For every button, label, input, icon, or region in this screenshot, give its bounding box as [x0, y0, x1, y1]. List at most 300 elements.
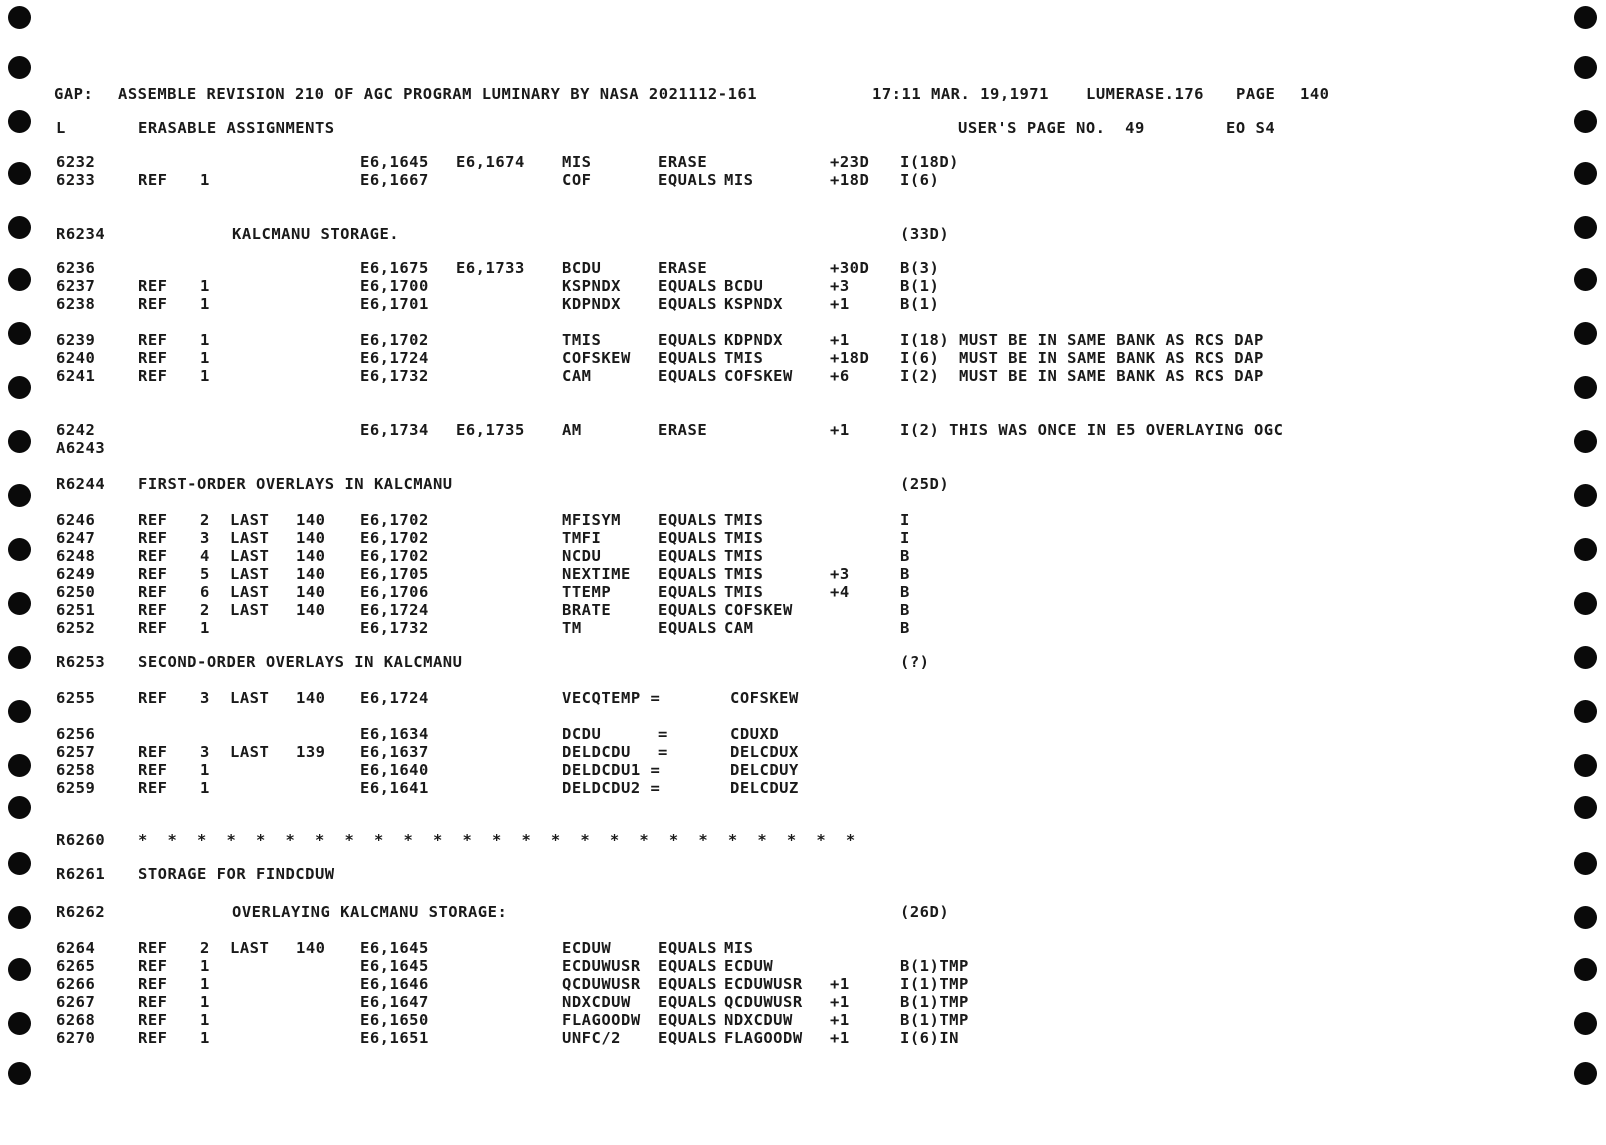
ref-label: REF — [138, 1029, 168, 1047]
operand: MIS — [724, 939, 754, 957]
operand: TMIS — [724, 565, 764, 583]
last-label: LAST — [230, 565, 270, 583]
comment: B — [900, 583, 910, 601]
line-number: 6246 — [56, 511, 96, 529]
operand: FLAGOODW — [724, 1029, 803, 1047]
ref-label: REF — [138, 601, 168, 619]
tractor-hole — [8, 700, 31, 723]
line-number: 6241 — [56, 367, 96, 385]
operand: TMIS — [724, 511, 764, 529]
equated-symbol: DELCDUX — [730, 743, 799, 761]
operation: EQUALS — [658, 295, 717, 313]
operand: TMIS — [724, 529, 764, 547]
ref-label: REF — [138, 367, 168, 385]
increment: +3 — [830, 277, 850, 295]
comment: I(18D) — [900, 153, 959, 171]
operation: EQUALS — [658, 331, 717, 349]
address-start: E6,1702 — [360, 331, 429, 349]
address-start: E6,1702 — [360, 511, 429, 529]
operand: BCDU — [724, 277, 764, 295]
address-start: E6,1724 — [360, 601, 429, 619]
tractor-hole — [1574, 110, 1597, 133]
line-number: 6250 — [56, 583, 96, 601]
ref-count: 1 — [200, 277, 210, 295]
operation: EQUALS — [658, 277, 717, 295]
tractor-hole — [8, 1062, 31, 1085]
line-number: 6236 — [56, 259, 96, 277]
address-start: E6,1701 — [360, 295, 429, 313]
tractor-hole — [1574, 376, 1597, 399]
increment: +6 — [830, 367, 850, 385]
tractor-hole — [1574, 162, 1597, 185]
address-start: E6,1724 — [360, 689, 429, 707]
section-heading: FIRST-ORDER OVERLAYS IN KALCMANU — [138, 475, 453, 493]
tractor-hole — [8, 322, 31, 345]
equated-symbol: DELCDUY — [730, 761, 799, 779]
tractor-hole — [8, 754, 31, 777]
header-prefix: GAP: — [54, 85, 94, 103]
operation: EQUALS — [658, 1029, 717, 1047]
tractor-hole — [8, 592, 31, 615]
address-start: E6,1650 — [360, 1011, 429, 1029]
address-start: E6,1640 — [360, 761, 429, 779]
address-start: E6,1651 — [360, 1029, 429, 1047]
listing-page — [48, 78, 1568, 1118]
operation: = — [658, 725, 668, 743]
symbol: QCDUWUSR — [562, 975, 641, 993]
line-number: 6265 — [56, 957, 96, 975]
tractor-hole — [8, 484, 31, 507]
address-start: E6,1705 — [360, 565, 429, 583]
tractor-hole — [8, 430, 31, 453]
comment: B(1)TMP — [900, 993, 969, 1011]
tractor-holes-right — [1574, 0, 1604, 1145]
tractor-hole — [1574, 56, 1597, 79]
symbol: AM — [562, 421, 582, 439]
operand: CAM — [724, 619, 754, 637]
symbol: TM — [562, 619, 582, 637]
symbol: UNFC/2 — [562, 1029, 621, 1047]
operation: = — [658, 743, 668, 761]
last-label: LAST — [230, 689, 270, 707]
address-end: E6,1733 — [456, 259, 525, 277]
comment: B(3) — [900, 259, 940, 277]
operation: EQUALS — [658, 565, 717, 583]
tractor-hole — [1574, 268, 1597, 291]
header-line-2 — [48, 118, 1276, 138]
tractor-hole — [1574, 538, 1597, 561]
line-number: 6251 — [56, 601, 96, 619]
address-end: E6,1735 — [456, 421, 525, 439]
tractor-hole — [1574, 6, 1597, 29]
operation: EQUALS — [658, 511, 717, 529]
address-start: E6,1646 — [360, 975, 429, 993]
line-number: 6252 — [56, 619, 96, 637]
ref-label: REF — [138, 761, 168, 779]
ref-count: 1 — [200, 295, 210, 313]
address-start: E6,1732 — [360, 619, 429, 637]
section-title: ERASABLE ASSIGNMENTS — [138, 119, 335, 137]
operation: EQUALS — [658, 957, 717, 975]
line-number: 6259 — [56, 779, 96, 797]
symbol: ECDUWUSR — [562, 957, 641, 975]
ref-label: REF — [138, 583, 168, 601]
comment: B — [900, 547, 910, 565]
line-number: 6247 — [56, 529, 96, 547]
last-label: LAST — [230, 743, 270, 761]
comment: I(6)IN — [900, 1029, 959, 1047]
tractor-hole — [8, 852, 31, 875]
address-start: E6,1732 — [360, 367, 429, 385]
ref-count: 6 — [200, 583, 210, 601]
address-start: E6,1702 — [360, 547, 429, 565]
tractor-hole — [8, 216, 31, 239]
symbol: MFISYM — [562, 511, 621, 529]
users-page-number: USER'S PAGE NO. 49 — [958, 119, 1145, 137]
section-heading: OVERLAYING KALCMANU STORAGE: — [232, 903, 508, 921]
line-number: 6238 — [56, 295, 96, 313]
line-number: R6253 — [56, 653, 106, 671]
address-start: E6,1734 — [360, 421, 429, 439]
header-flag: L — [56, 119, 66, 137]
ref-count: 1 — [200, 993, 210, 1011]
address-start: E6,1637 — [360, 743, 429, 761]
increment: +1 — [830, 295, 850, 313]
section-count: (26D) — [900, 903, 950, 921]
ref-count: 1 — [200, 761, 210, 779]
address-start: E6,1645 — [360, 939, 429, 957]
tractor-hole — [8, 376, 31, 399]
operation: EQUALS — [658, 367, 717, 385]
last-page: 140 — [296, 511, 326, 529]
tractor-hole — [1574, 852, 1597, 875]
tractor-holes-left — [8, 0, 38, 1145]
tractor-hole — [1574, 1012, 1597, 1035]
operation: EQUALS — [658, 547, 717, 565]
ref-count: 5 — [200, 565, 210, 583]
header-page-label: PAGE — [1236, 85, 1276, 103]
comment: B(1)TMP — [900, 1011, 969, 1029]
last-page: 140 — [296, 939, 326, 957]
operation: EQUALS — [658, 529, 717, 547]
ref-label: REF — [138, 331, 168, 349]
symbol: VECQTEMP = — [562, 689, 661, 707]
equated-symbol: CDUXD — [730, 725, 780, 743]
equated-symbol: COFSKEW — [730, 689, 799, 707]
symbol: NDXCDUW — [562, 993, 631, 1011]
address-start: E6,1645 — [360, 957, 429, 975]
comment: B(1) — [900, 295, 940, 313]
operand: ECDUW — [724, 957, 774, 975]
operand: COFSKEW — [724, 367, 793, 385]
ref-count: 1 — [200, 331, 210, 349]
increment: +18D — [830, 171, 870, 189]
header-page-number: 140 — [1300, 85, 1330, 103]
line-number: R6261 — [56, 865, 106, 883]
tractor-hole — [1574, 754, 1597, 777]
line-number: 6249 — [56, 565, 96, 583]
operation: EQUALS — [658, 349, 717, 367]
tractor-hole — [8, 538, 31, 561]
operand: MIS — [724, 171, 754, 189]
ref-count: 1 — [200, 171, 210, 189]
operation: EQUALS — [658, 1011, 717, 1029]
increment: +4 — [830, 583, 850, 601]
address-start: E6,1667 — [360, 171, 429, 189]
symbol: NCDU — [562, 547, 602, 565]
line-number: 6232 — [56, 153, 96, 171]
last-page: 140 — [296, 601, 326, 619]
last-label: LAST — [230, 511, 270, 529]
line-number: R6262 — [56, 903, 106, 921]
tractor-hole — [8, 110, 31, 133]
operation: EQUALS — [658, 171, 717, 189]
tractor-hole — [1574, 322, 1597, 345]
symbol: BCDU — [562, 259, 602, 277]
ref-count: 2 — [200, 939, 210, 957]
symbol: CAM — [562, 367, 592, 385]
ref-label: REF — [138, 993, 168, 1011]
ref-label: REF — [138, 779, 168, 797]
ref-label: REF — [138, 1011, 168, 1029]
symbol: COFSKEW — [562, 349, 631, 367]
comment: B — [900, 601, 910, 619]
line-number: 6264 — [56, 939, 96, 957]
symbol: BRATE — [562, 601, 612, 619]
tractor-hole — [1574, 430, 1597, 453]
line-number: 6270 — [56, 1029, 96, 1047]
increment: +1 — [830, 1011, 850, 1029]
tractor-hole — [8, 162, 31, 185]
symbol: DELDCDU1 = — [562, 761, 661, 779]
line-number: 6255 — [56, 689, 96, 707]
last-page: 140 — [296, 529, 326, 547]
line-number: 6242 — [56, 421, 96, 439]
ref-label: REF — [138, 957, 168, 975]
equated-symbol: DELCDUZ — [730, 779, 799, 797]
operation: ERASE — [658, 421, 708, 439]
last-page: 140 — [296, 565, 326, 583]
operand: TMIS — [724, 547, 764, 565]
ref-label: REF — [138, 511, 168, 529]
tractor-hole — [1574, 796, 1597, 819]
address-start: E6,1706 — [360, 583, 429, 601]
tractor-hole — [1574, 646, 1597, 669]
line-number: 6233 — [56, 171, 96, 189]
tractor-hole — [1574, 958, 1597, 981]
address-start: E6,1700 — [360, 277, 429, 295]
section-heading: SECOND-ORDER OVERLAYS IN KALCMANU — [138, 653, 463, 671]
symbol: DELDCDU — [562, 743, 631, 761]
header-title: ASSEMBLE REVISION 210 OF AGC PROGRAM LUMINARY BY NASA 2021112-161 — [118, 85, 758, 103]
last-label: LAST — [230, 547, 270, 565]
operand: TMIS — [724, 349, 764, 367]
last-label: LAST — [230, 583, 270, 601]
ref-count: 1 — [200, 1029, 210, 1047]
comment: I(6) — [900, 171, 940, 189]
comment: B(1)TMP — [900, 957, 969, 975]
line-number: R6234 — [56, 225, 106, 243]
ref-count: 4 — [200, 547, 210, 565]
address-start: E6,1634 — [360, 725, 429, 743]
line-number: 6239 — [56, 331, 96, 349]
operand: COFSKEW — [724, 601, 793, 619]
last-label: LAST — [230, 601, 270, 619]
operation: ERASE — [658, 153, 708, 171]
tractor-hole — [8, 646, 31, 669]
line-number: 6268 — [56, 1011, 96, 1029]
header-time: 17:11 MAR. 19,1971 — [872, 85, 1049, 103]
comment: I(2) MUST BE IN SAME BANK AS RCS DAP — [900, 367, 1264, 385]
symbol: TTEMP — [562, 583, 612, 601]
tractor-hole — [8, 56, 31, 79]
increment: +1 — [830, 1029, 850, 1047]
line-number: R6244 — [56, 475, 106, 493]
symbol: DELDCDU2 = — [562, 779, 661, 797]
line-number: R6260 — [56, 831, 106, 849]
section-count: (?) — [900, 653, 930, 671]
last-page: 140 — [296, 547, 326, 565]
operand: KDPNDX — [724, 331, 783, 349]
address-start: E6,1647 — [360, 993, 429, 1011]
increment: +23D — [830, 153, 870, 171]
operation: EQUALS — [658, 975, 717, 993]
header-code: EO S4 — [1226, 119, 1276, 137]
ref-count: 3 — [200, 529, 210, 547]
symbol: MIS — [562, 153, 592, 171]
line-number: 6257 — [56, 743, 96, 761]
symbol: ECDUW — [562, 939, 612, 957]
ref-count: 2 — [200, 511, 210, 529]
line-number: 6248 — [56, 547, 96, 565]
ref-count: 1 — [200, 619, 210, 637]
ref-count: 1 — [200, 1011, 210, 1029]
symbol: NEXTIME — [562, 565, 631, 583]
header-file: LUMERASE.176 — [1086, 85, 1204, 103]
ref-count: 3 — [200, 743, 210, 761]
ref-label: REF — [138, 547, 168, 565]
operation: EQUALS — [658, 939, 717, 957]
ref-label: REF — [138, 689, 168, 707]
operation: EQUALS — [658, 619, 717, 637]
line-number: A6243 — [56, 439, 106, 457]
operand: TMIS — [724, 583, 764, 601]
comment: I(2) THIS WAS ONCE IN E5 OVERLAYING OGC — [900, 421, 1284, 439]
comment: B — [900, 565, 910, 583]
tractor-hole — [1574, 484, 1597, 507]
ref-count: 1 — [200, 367, 210, 385]
symbol: COF — [562, 171, 592, 189]
increment: +1 — [830, 331, 850, 349]
line-number: 6237 — [56, 277, 96, 295]
increment: +1 — [830, 421, 850, 439]
address-start: E6,1645 — [360, 153, 429, 171]
tractor-hole — [1574, 906, 1597, 929]
last-label: LAST — [230, 529, 270, 547]
address-start: E6,1675 — [360, 259, 429, 277]
last-page: 140 — [296, 583, 326, 601]
comment: I(18) MUST BE IN SAME BANK AS RCS DAP — [900, 331, 1264, 349]
line-number: 6240 — [56, 349, 96, 367]
symbol: TMFI — [562, 529, 602, 547]
comment: B(1) — [900, 277, 940, 295]
comment: I — [900, 511, 910, 529]
operand: KSPNDX — [724, 295, 783, 313]
symbol: FLAGOODW — [562, 1011, 641, 1029]
ref-label: REF — [138, 939, 168, 957]
ref-count: 1 — [200, 779, 210, 797]
symbol: KSPNDX — [562, 277, 621, 295]
operation: EQUALS — [658, 601, 717, 619]
comment: I(1)TMP — [900, 975, 969, 993]
line-number: 6266 — [56, 975, 96, 993]
address-end: E6,1674 — [456, 153, 525, 171]
ref-count: 1 — [200, 975, 210, 993]
increment: +18D — [830, 349, 870, 367]
ref-count: 2 — [200, 601, 210, 619]
increment: +1 — [830, 975, 850, 993]
separator-stars: * * * * * * * * * * * * * * * * * * * * * * * * * — [138, 831, 856, 849]
ref-count: 3 — [200, 689, 210, 707]
header-line-1 — [48, 84, 1330, 104]
section-heading: STORAGE FOR FINDCDUW — [138, 865, 335, 883]
tractor-hole — [1574, 592, 1597, 615]
last-page: 139 — [296, 743, 326, 761]
ref-label: REF — [138, 529, 168, 547]
address-start: E6,1702 — [360, 529, 429, 547]
address-start: E6,1641 — [360, 779, 429, 797]
ref-label: REF — [138, 619, 168, 637]
operand: QCDUWUSR — [724, 993, 803, 1011]
operation: ERASE — [658, 259, 708, 277]
line-number: 6267 — [56, 993, 96, 1011]
tractor-hole — [1574, 1062, 1597, 1085]
ref-label: REF — [138, 171, 168, 189]
last-label: LAST — [230, 939, 270, 957]
ref-label: REF — [138, 743, 168, 761]
tractor-hole — [8, 6, 31, 29]
increment: +1 — [830, 993, 850, 1011]
comment: B — [900, 619, 910, 637]
tractor-hole — [8, 906, 31, 929]
tractor-hole — [8, 268, 31, 291]
ref-label: REF — [138, 975, 168, 993]
ref-label: REF — [138, 277, 168, 295]
operation: EQUALS — [658, 583, 717, 601]
symbol: TMIS — [562, 331, 602, 349]
tractor-hole — [8, 796, 31, 819]
line-number: 6256 — [56, 725, 96, 743]
last-page: 140 — [296, 689, 326, 707]
increment: +30D — [830, 259, 870, 277]
section-count: (25D) — [900, 475, 950, 493]
operand: ECDUWUSR — [724, 975, 803, 993]
symbol: KDPNDX — [562, 295, 621, 313]
comment: I — [900, 529, 910, 547]
ref-label: REF — [138, 349, 168, 367]
line-number: 6258 — [56, 761, 96, 779]
tractor-hole — [1574, 216, 1597, 239]
operation: EQUALS — [658, 993, 717, 1011]
comment: I(6) MUST BE IN SAME BANK AS RCS DAP — [900, 349, 1264, 367]
tractor-hole — [1574, 700, 1597, 723]
ref-count: 1 — [200, 349, 210, 367]
operand: NDXCDUW — [724, 1011, 793, 1029]
ref-count: 1 — [200, 957, 210, 975]
tractor-hole — [8, 958, 31, 981]
ref-label: REF — [138, 295, 168, 313]
address-start: E6,1724 — [360, 349, 429, 367]
